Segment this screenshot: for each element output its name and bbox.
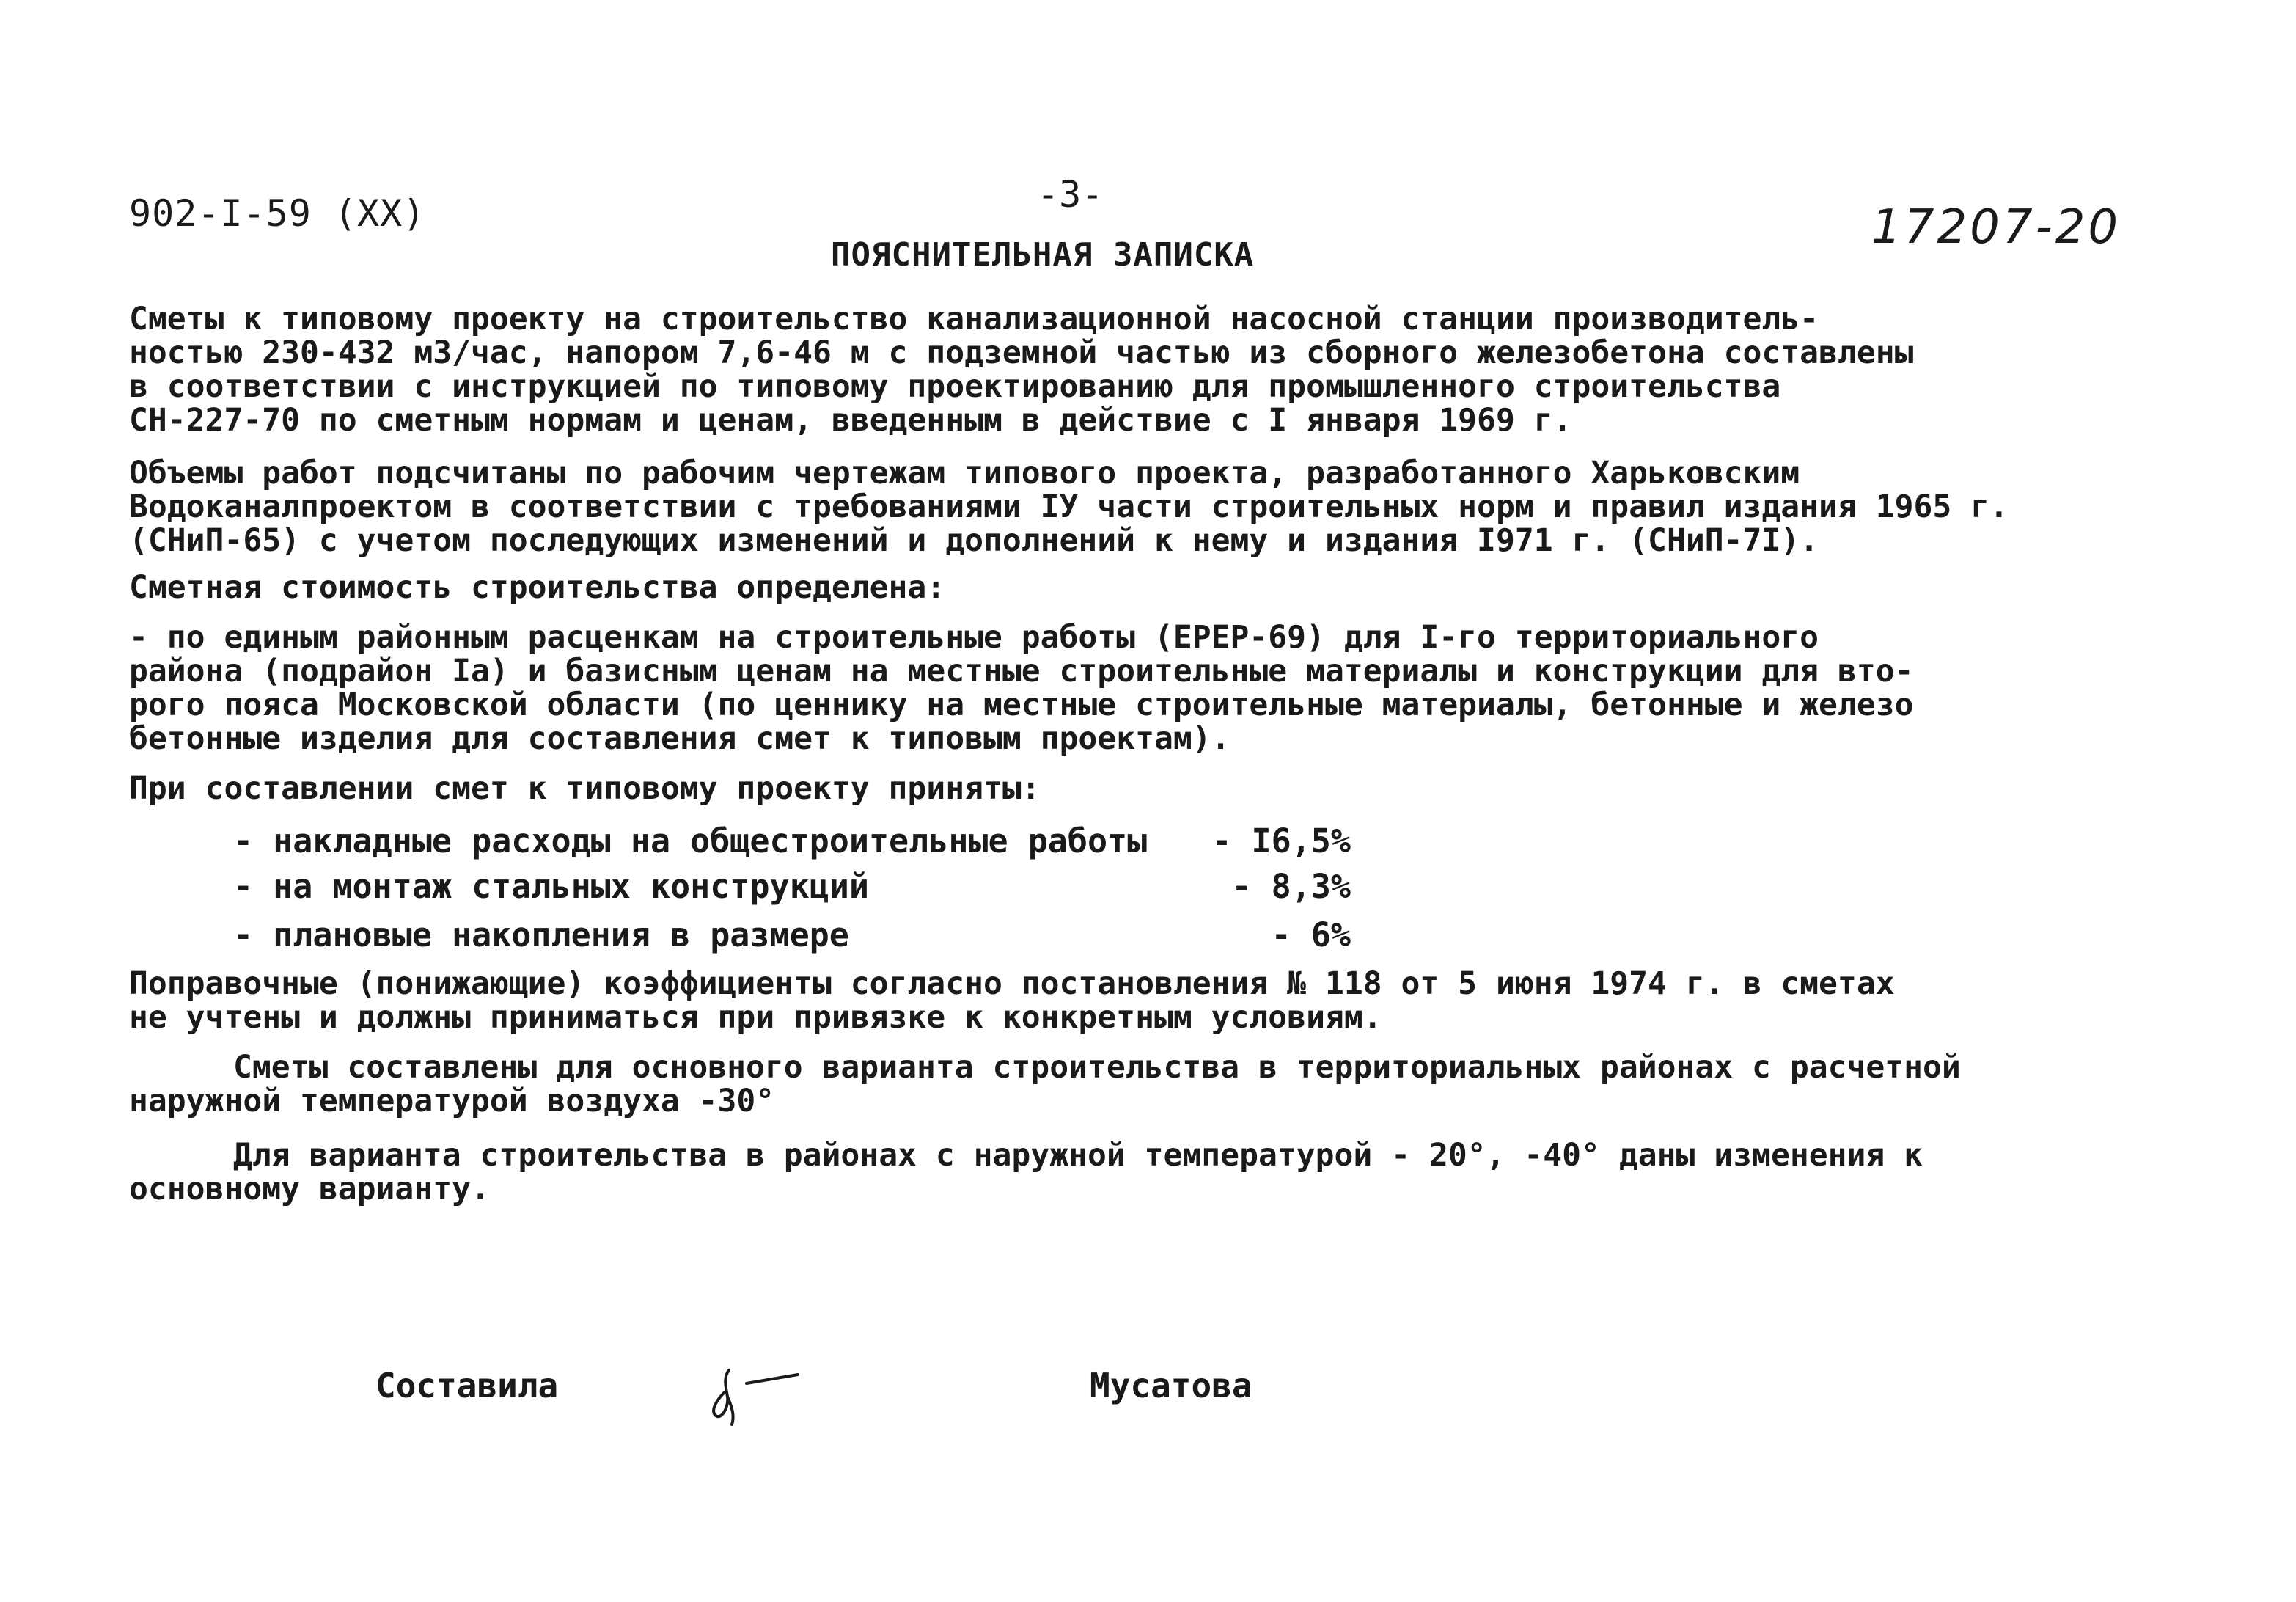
paragraph-pricing: - по единым районным расценкам на строительные работы (ЕРЕР-69) для I-го территориального района (подрайон Iа) и базисным ценам на местные строительные материалы и конструкции для вто- рого пояса Московской области (по ценнику на местные строительные материалы, бетонные и железо бетонные изделия для составления смет к типовым проектам). xyxy=(129,619,1914,757)
paragraph-other-variants: Для варианта строительства в районах с наружной температурой - 20°, -40° даны изменения к основному варианту. xyxy=(129,1137,1923,1207)
rate-savings-value: - 6% xyxy=(1271,915,1351,954)
paragraph-coefficients: Поправочные (понижающие) коэффициенты согласно постановления № 118 от 5 июня 1974 г. в сметах не учтены и должны приниматься при привязке к конкретным условиям. xyxy=(129,965,1895,1036)
paragraph-cost-heading: Сметная стоимость строительства определена: xyxy=(129,569,946,606)
page-title: ПОЯСНИТЕЛЬНАЯ ЗАПИСКА xyxy=(831,236,1255,274)
paragraph-main-variant: Сметы составлены для основного варианта строительства в территориальных районах с расчетной наружной температурой воздуха -30° xyxy=(129,1049,1961,1119)
page-number: -3- xyxy=(1037,173,1104,216)
paragraph-intro: Сметы к типовому проекту на строительство канализационной насосной станции производитель- ностью 230-432 м3/час, напором 7,6-46 м с подземной частью из сборного железобетона составлены в соответствии с инструкцией по типовому проектированию для промышленного строительства СН-227-70 по сметным нормам и ценам, введенным в действие с I января 1969 г. xyxy=(129,301,1914,439)
signatory-name: Мусатова xyxy=(1090,1366,1252,1405)
rate-overhead-label: - накладные расходы на общестроительные работы xyxy=(233,822,1148,860)
rate-overhead-value: - I6,5% xyxy=(1211,822,1351,860)
handwritten-signature xyxy=(695,1348,805,1429)
rate-steel-label: - на монтаж стальных конструкций xyxy=(233,867,869,906)
paragraph-accepted-heading: При составлении смет к типовому проекту приняты: xyxy=(129,770,1041,807)
document-code: 902-I-59 (XX) xyxy=(129,192,426,235)
paragraph-volumes: Объемы работ подсчитаны по рабочим чертежам типового проекта, разработанного Харьковским Водоканалпроектом в соответствии с требованиями IУ части строительных норм и правил издания 1965 г. (СНиП-65) с учетом последующих изменений и дополнений к нему и издания I971 г. (СНиП-7I). xyxy=(129,455,2009,559)
rate-steel-value: - 8,3% xyxy=(1231,867,1351,906)
signature-label: Составила xyxy=(375,1366,559,1405)
rate-savings-label: - плановые накопления в размере xyxy=(233,915,849,954)
handwritten-sheet-number: 17207-20 xyxy=(1871,200,2121,255)
